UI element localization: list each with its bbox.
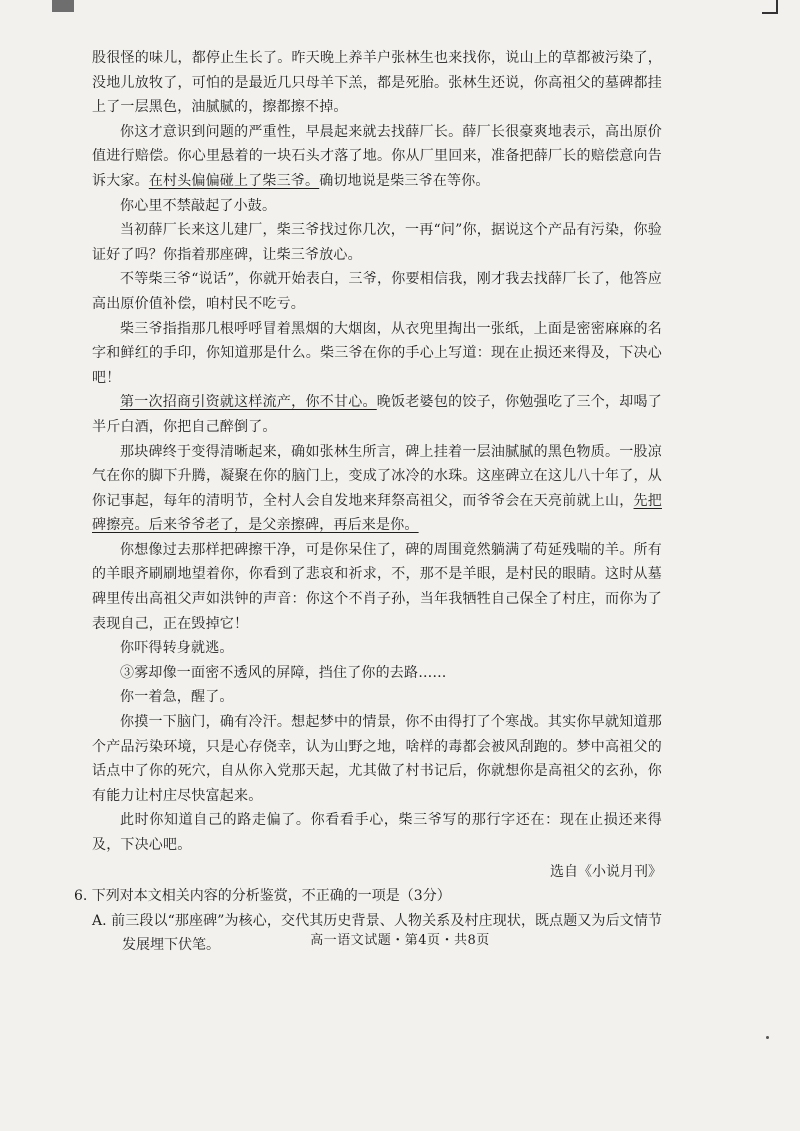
story-paragraph: 股很怪的味儿，都停止生长了。昨天晚上养羊户张林生也来找你，说山上的草都被污染了，没地儿放牧了，可怕的是最近几只母羊下羔，都是死胎。张林生还说，你高祖父的墓碑都挂上了一层黑色，油腻腻的，擦都擦不掉。 — [92, 50, 662, 116]
story-paragraph: 当初薛厂长来这儿建厂，柴三爷找过你几次，一再“问”你，据说这个产品有污染，你验证好了吗？你指着那座碑，让柴三爷放心。 — [92, 222, 662, 263]
story-paragraph — [92, 390, 662, 439]
underlined-sentence: 先把碑擦亮。后来爷爷老了，是父亲擦碑，再后来是你。 — [92, 492, 662, 534]
story-paragraph — [92, 120, 662, 194]
story-paragraph — [92, 440, 662, 538]
story-text: 那块碑终于变得清晰起来，确如张林生所言，碑上挂着一层油腻腻的黑色物质。一股凉气在你的脚下升腾，凝聚在你的脑门上，变成了冰冷的水珠。这座碑立在这儿八十年了，从你记事起，每年的清明节，全村人会自发地来拜祭高祖父，而爷爷会在天亮前就上山， — [92, 443, 662, 509]
page-edge-mark — [762, 0, 778, 14]
story-paragraph: 你心里不禁敲起了小鼓。 — [120, 197, 277, 214]
option-a: A. 前三段以“那座碑”为核心，交代其历史背景、人物关系及村庄现状，既点题又为后文情节发展埋下伏笔。 — [92, 912, 662, 954]
story-paragraph: 你一着急，醒了。 — [120, 689, 234, 706]
source-attribution: 选自《小说月刊》 — [550, 863, 662, 880]
scan-speck — [766, 1036, 769, 1039]
story-paragraph: 柴三爷指指那几根呼呼冒着黑烟的大烟囱，从衣兜里掏出一张纸，上面是密密麻麻的名字和鲜红的手印，你知道那是什么。柴三爷在你的手心上写道：现在止损还来得及，下决心吧！ — [92, 320, 662, 386]
story-paragraph: 你摸一下脑门，确有冷汗。想起梦中的情景，你不由得打了个寒战。其实你早就知道那个产品污染环境，只是心存侥幸，认为山野之地，啥样的毒都会被风刮跑的。梦中高祖父的话点中了你的死穴，自从你入党那天起，尤其做了村书记后，你就想你是高祖父的玄孙，你有能力让村庄尽快富起来。 — [92, 714, 662, 804]
underlined-sentence: 第一次招商引资就这样流产，你不甘心。 — [120, 394, 377, 411]
story-text: 确切地说是柴三爷在等你。 — [319, 172, 490, 189]
exam-page — [74, 46, 662, 958]
story-paragraph: 你吓得转身就逃。 — [120, 640, 234, 657]
story-paragraph: 你想像过去那样把碑擦干净，可是你呆住了，碑的周围竟然躺满了苟延残喘的羊。所有的羊眼齐刷刷地望着你，你看到了悲哀和祈求，不，那不是羊眼，是村民的眼睛。这时从墓碑里传出高祖父声如洪钟的声音：你这个不肖子孙，当年我牺牲自己保全了村庄，而你为了表现自己，正在毁掉它！ — [92, 541, 662, 632]
story-text: 晚饭老婆包的饺子，你勉强吃了三个，却喝了半斤白酒，你把自己醉倒了。 — [92, 394, 662, 435]
page-footer: 高一语文试题・第4页・共8页 — [310, 933, 490, 948]
story-paragraph: 不等柴三爷“说话”，你就开始表白，三爷，你要相信我，刚才我去找薛厂长了，他答应高出原价值补偿，咱村民不吃亏。 — [92, 271, 662, 312]
underlined-sentence: 在村头偏偏碰上了柴三爷。 — [148, 172, 320, 189]
scan-shadow — [52, 0, 74, 12]
question-stem: 6. 下列对本文相关内容的分析鉴赏，不正确的一项是（3分） — [74, 888, 451, 905]
story-paragraph: 此时你知道自己的路走偏了。你看看手心，柴三爷写的那行字还在：现在止损还来得及，下决心吧。 — [92, 812, 662, 853]
story-text: 你这才意识到问题的严重性，早晨起来就去找薛厂长。薛厂长很豪爽地表示，高出原价值进行赔偿。你心里悬着的一块石头才落了地。你从厂里回来，准备把薛厂长的赔偿意向告诉大家。 — [92, 123, 662, 189]
story-paragraph: ③雾却像一面密不透风的屏障，挡住了你的去路…… — [120, 664, 447, 681]
